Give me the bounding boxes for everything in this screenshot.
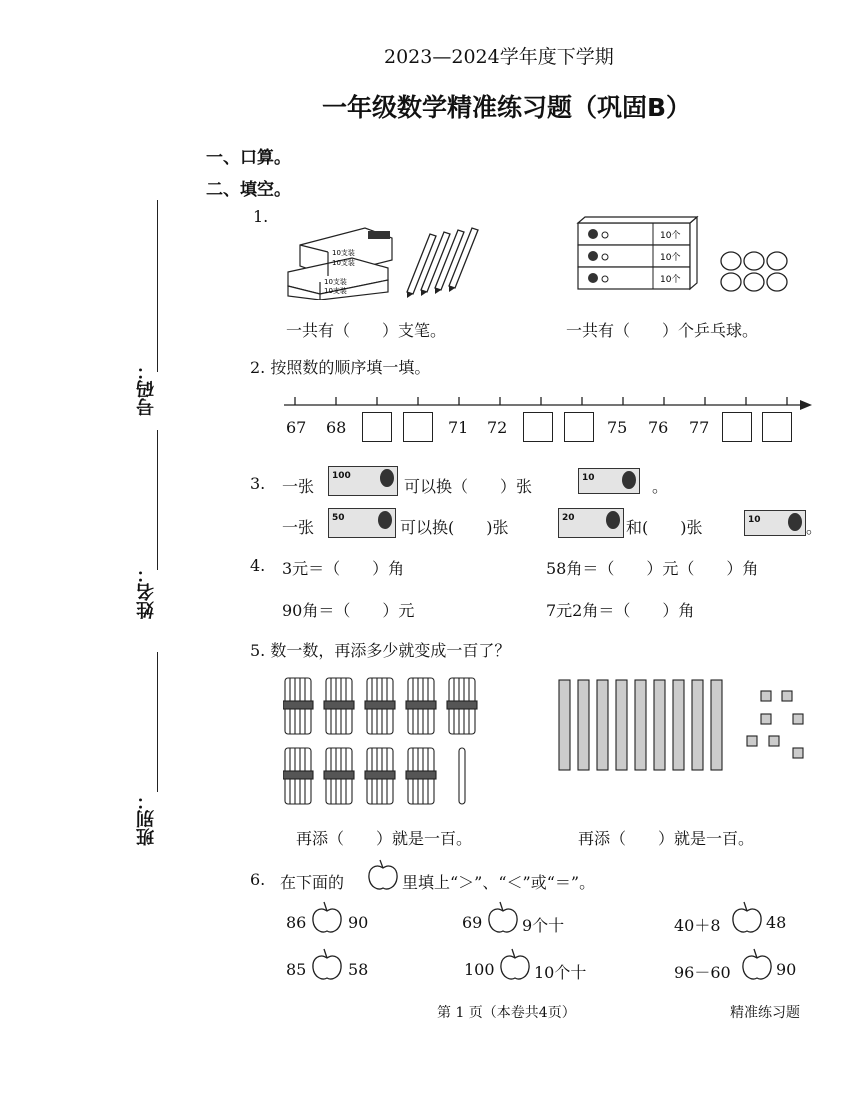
compare-left: 100: [464, 960, 495, 979]
page-number: 第 1 页（本卷共4页）: [437, 1005, 576, 1021]
compare-left: 85: [286, 960, 307, 979]
stick-bundles-illustration: [283, 672, 483, 812]
compare-right: 9个十: [522, 916, 565, 935]
q3-line1-b: 可以换（ ）张: [404, 477, 533, 496]
banknote-100-image: [328, 466, 398, 496]
numberline-blank-box[interactable]: [523, 412, 553, 442]
q6-text-b: 里填上“＞”、“＜”或“＝”。: [402, 873, 596, 892]
q4-item-c: 90角＝（ ）元: [282, 601, 415, 620]
numberline-blank-box[interactable]: [722, 412, 752, 442]
ball-box-label-1: 10个: [660, 231, 681, 241]
apple-answer-slot[interactable]: [310, 947, 344, 983]
q5-sticks-question: 再添（ ）就是一百。: [296, 829, 473, 848]
class-line-rule: [157, 652, 158, 792]
q4-item-d: 7元2角＝（ ）角: [546, 601, 695, 620]
bundle-label-3: 10支装: [324, 278, 347, 286]
q4-item-a: 3元＝（ ）角: [282, 559, 405, 578]
pencil-bundles-illustration: [280, 220, 495, 300]
compare-left: 86: [286, 913, 307, 932]
q2-instruction: 2. 按照数的顺序填一填。: [250, 358, 431, 377]
banknote-50-image: [328, 508, 396, 538]
q5-blocks-question: 再添（ ）就是一百。: [578, 829, 755, 848]
footer-name: 精准练习题: [730, 1005, 800, 1021]
numberline-label: 76: [648, 418, 669, 437]
side-label-class: 班别：: [136, 792, 157, 846]
compare-right: 48: [766, 913, 787, 932]
banknote-10-image: [578, 468, 640, 494]
numberline-label: 75: [607, 418, 628, 437]
number-line-rule: [157, 200, 158, 372]
banknote-value: 10: [748, 515, 761, 525]
banknote-value: 100: [332, 471, 351, 481]
q3-line1-c: 。: [652, 477, 669, 496]
q1-ball-question: 一共有（ ）个乒乓球。: [566, 321, 759, 340]
apple-answer-slot[interactable]: [740, 947, 774, 983]
page-title: 一年级数学精准练习题（巩固B）: [322, 93, 692, 122]
numberline-label: 67: [286, 418, 307, 437]
q3-number: 3.: [250, 474, 266, 493]
numberline-label: 68: [326, 418, 347, 437]
bundle-label-2: 10支装: [332, 259, 355, 267]
q6-text-a: 在下面的: [280, 873, 345, 892]
term-heading: 2023—2024学年度下学期: [384, 46, 614, 68]
numberline-blank-box[interactable]: [403, 412, 433, 442]
compare-right: 10个十: [534, 963, 587, 982]
apple-answer-slot[interactable]: [730, 900, 764, 936]
q3-line2-d: 。: [806, 518, 823, 537]
banknote-value: 50: [332, 513, 345, 523]
banknote-10-image: [744, 510, 806, 536]
side-label-name: 姓名：: [136, 565, 157, 619]
banknote-value: 20: [562, 513, 575, 523]
q3-line2-c: 和( )张: [626, 518, 703, 537]
counting-blocks-illustration: [555, 678, 815, 773]
q3-line1-a: 一张: [282, 477, 315, 496]
name-line-rule: [157, 430, 158, 570]
apple-answer-slot[interactable]: [486, 900, 520, 936]
numberline-blank-box[interactable]: [762, 412, 792, 442]
compare-left: 96－60: [674, 963, 731, 982]
compare-left: 40＋8: [674, 916, 721, 935]
numberline-blank-box[interactable]: [362, 412, 392, 442]
q3-line2-b: 可以换( )张: [400, 518, 509, 537]
compare-right: 90: [776, 960, 797, 979]
numberline-label: 71: [448, 418, 469, 437]
ball-boxes-illustration: [575, 215, 805, 300]
bundle-label-4: 10支装: [324, 287, 347, 295]
compare-right: 58: [348, 960, 369, 979]
apple-icon: [366, 858, 400, 892]
compare-left: 69: [462, 913, 483, 932]
q1-pencil-question: 一共有（ ）支笔。: [286, 321, 447, 340]
apple-answer-slot[interactable]: [498, 947, 532, 983]
compare-right: 90: [348, 913, 369, 932]
bundle-label-1: 10支装: [332, 249, 355, 257]
section-2-heading: 二、填空。: [206, 180, 291, 200]
numberline-label: 72: [487, 418, 508, 437]
q4-item-b: 58角＝（ ）元（ ）角: [546, 559, 759, 578]
q6-number: 6.: [250, 870, 266, 889]
q1-number: 1.: [253, 207, 269, 226]
section-1-heading: 一、口算。: [206, 148, 291, 168]
banknote-value: 10: [582, 473, 595, 483]
side-label-number: 号码：: [136, 362, 157, 416]
numberline-blank-box[interactable]: [564, 412, 594, 442]
numberline-label: 77: [689, 418, 710, 437]
q5-instruction: 5. 数一数，再添多少就变成一百了？: [250, 641, 511, 660]
ball-box-label-3: 10个: [660, 275, 681, 285]
q3-line2-a: 一张: [282, 518, 315, 537]
ball-box-label-2: 10个: [660, 253, 681, 263]
q4-number: 4.: [250, 556, 266, 575]
banknote-20-image: [558, 508, 624, 538]
apple-answer-slot[interactable]: [310, 900, 344, 936]
